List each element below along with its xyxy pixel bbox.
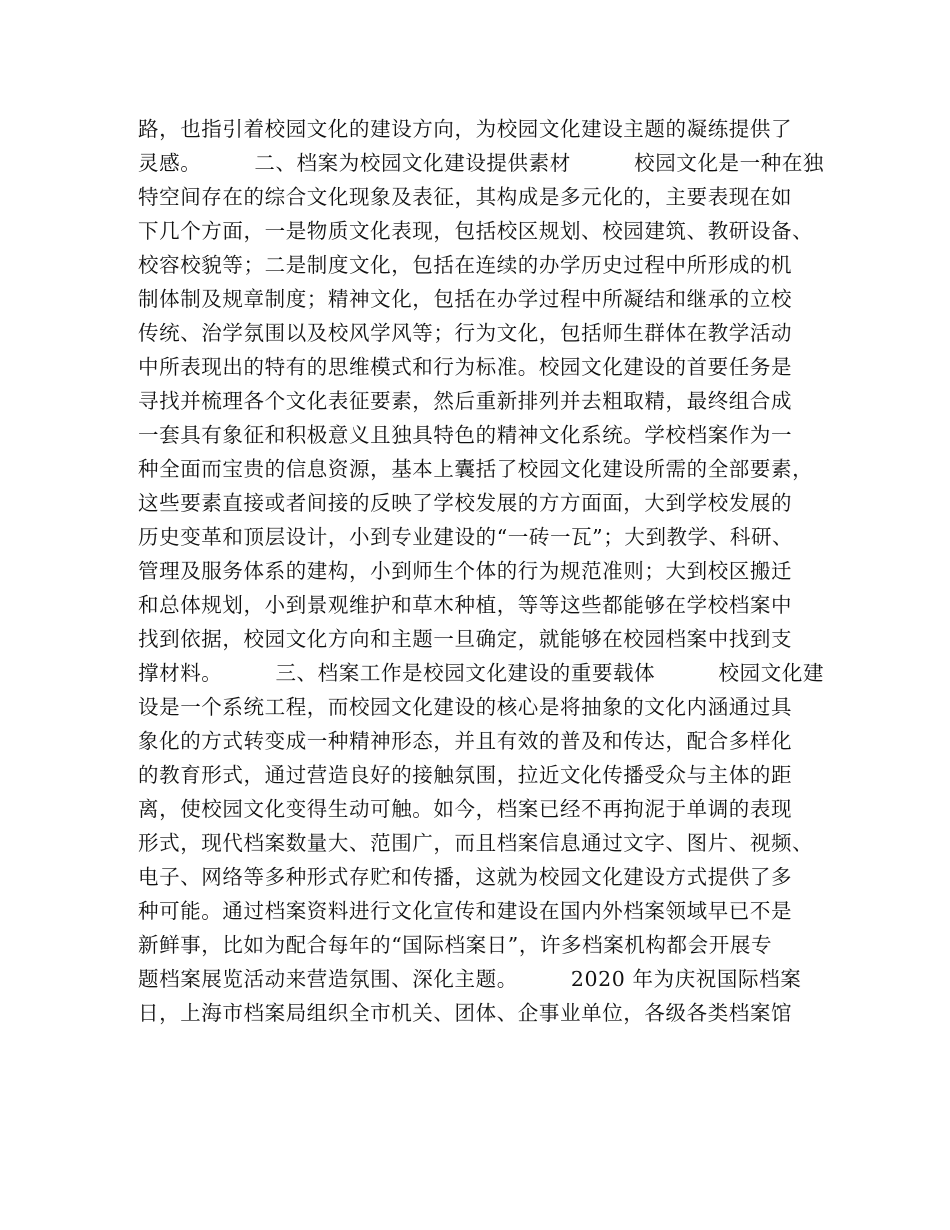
text-line-6: 制体制及规章制度；精神文化，包括在办学过程中所凝结和继承的立校: [138, 287, 793, 311]
text-line-10: 一套具有象征和积极意义且独具特色的精神文化系统。学校档案作为一: [138, 423, 793, 447]
text-line-7: 传统、治学氛围以及校风学风等；行为文化，包括师生群体在教学活动: [138, 321, 793, 345]
text-line-18: 设是一个系统工程，而校园文化建设的核心是将抽象的文化内涵通过具: [138, 695, 793, 719]
text-line-17: 撑材料。 三、档案工作是校园文化建设的重要载体 校园文化建: [138, 661, 825, 685]
text-line-16: 找到依据，校园文化方向和主题一旦确定，就能够在校园档案中找到支: [138, 627, 793, 651]
text-line-9: 寻找并梳理各个文化表征要素，然后重新排列并去粗取精，最终组合成: [138, 389, 793, 413]
text-line-13: 历史变革和顶层设计，小到专业建设的“一砖一瓦”；大到教学、科研、: [138, 525, 794, 549]
text-line-27: 日，上海市档案局组织全市机关、团体、企事业单位，各级各类档案馆: [138, 1001, 793, 1025]
text-line-8: 中所表现出的特有的思维模式和行为标准。校园文化建设的首要任务是: [138, 355, 793, 379]
text-line-4: 下几个方面，一是物质文化表现，包括校区规划、校园建筑、教研设备、: [138, 219, 814, 243]
text-line-2: 灵感。 二、档案为校园文化建设提供素材 校园文化是一种在独: [138, 151, 825, 175]
text-line-24: 种可能。通过档案资料进行文化宣传和建设在国内外档案领域早已不是: [138, 899, 793, 923]
text-line-3: 特空间存在的综合文化现象及表征，其构成是多元化的，主要表现在如: [138, 185, 793, 209]
text-line-1: 路，也指引着校园文化的建设方向，为校园文化建设主题的凝练提供了: [138, 117, 793, 141]
text-line-21: 离，使校园文化变得生动可触。如今，档案已经不再拘泥于单调的表现: [138, 797, 793, 821]
text-line-19: 象化的方式转变成一种精神形态，并且有效的普及和传达，配合多样化: [138, 729, 793, 753]
text-line-11: 种全面而宝贵的信息资源，基本上囊括了校园文化建设所需的全部要素，: [138, 457, 814, 481]
text-line-22: 形式，现代档案数量大、范围广，而且档案信息通过文字、图片、视频、: [138, 831, 814, 855]
body-text: [138, 112, 828, 1030]
text-line-14: 管理及服务体系的建构，小到师生个体的行为规范准则；大到校区搬迁: [138, 559, 793, 583]
text-line-20: 的教育形式，通过营造良好的接触氛围，拉近文化传播受众与主体的距: [138, 763, 793, 787]
text-line-26: 题档案展览活动来营造氛围、深化主题。 2020 年为庆祝国际档案: [138, 967, 802, 991]
text-line-23: 电子、网络等多种形式存贮和传播，这就为校园文化建设方式提供了多: [138, 865, 793, 889]
text-line-15: 和总体规划，小到景观维护和草木种植，等等这些都能够在学校档案中: [138, 593, 793, 617]
text-line-25: 新鲜事，比如为配合每年的“国际档案日”，许多档案机构都会开展专: [138, 933, 773, 957]
text-line-12: 这些要素直接或者间接的反映了学校发展的方方面面，大到学校发展的: [138, 491, 793, 515]
text-line-5: 校容校貌等；二是制度文化，包括在连续的办学历史过程中所形成的机: [138, 253, 793, 277]
